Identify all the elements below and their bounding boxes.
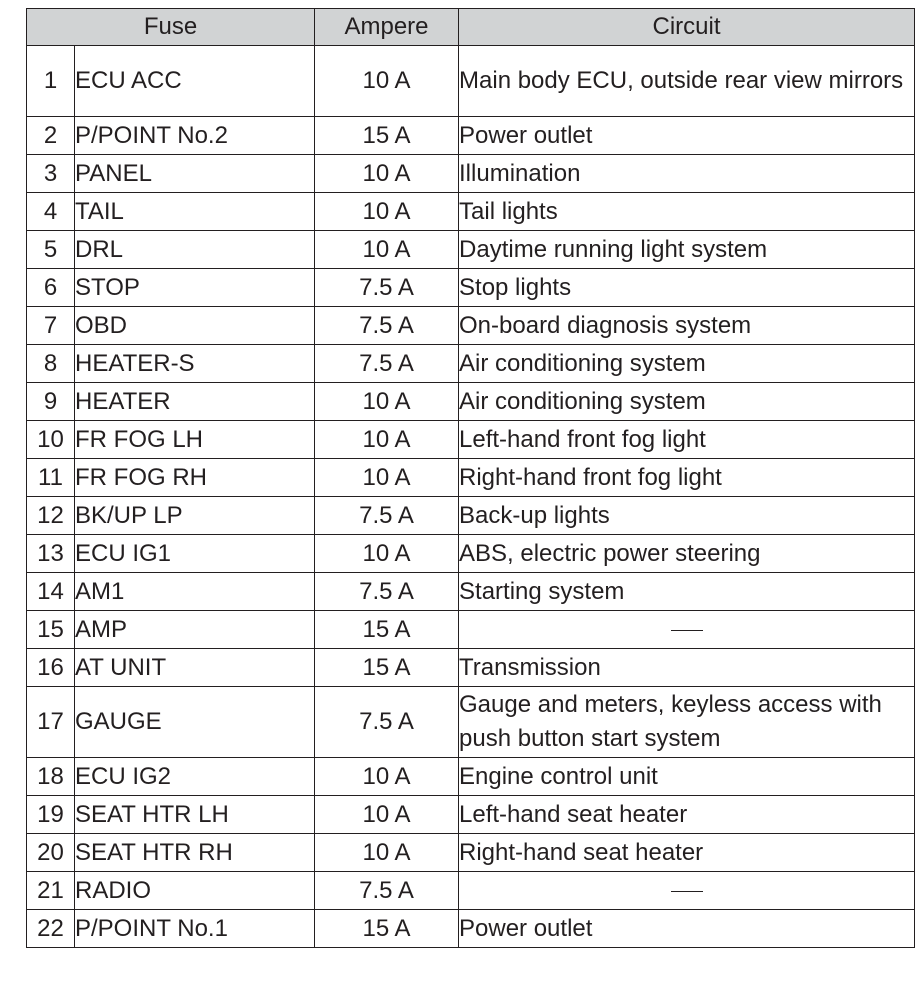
fuse-circuit: On-board diagnosis system <box>459 307 915 345</box>
table-row <box>27 193 915 231</box>
fuse-ampere: 10 A <box>315 383 459 421</box>
fuse-name: SEAT HTR LH <box>75 796 315 834</box>
fuse-circuit: Left-hand front fog light <box>459 421 915 459</box>
fuse-ampere: 7.5 A <box>315 345 459 383</box>
header-circuit: Circuit <box>459 9 915 46</box>
fuse-circuit: ABS, electric power steering <box>459 535 915 573</box>
fuse-circuit: Illumination <box>459 155 915 193</box>
fuse-circuit: Power outlet <box>459 910 915 948</box>
table-header-row <box>27 9 915 46</box>
fuse-ampere: 7.5 A <box>315 573 459 611</box>
fuse-ampere: 7.5 A <box>315 687 459 758</box>
table-row <box>27 649 915 687</box>
fuse-ampere: 15 A <box>315 611 459 649</box>
fuse-number: 2 <box>27 117 75 155</box>
fuse-number: 8 <box>27 345 75 383</box>
fuse-name: TAIL <box>75 193 315 231</box>
fuse-ampere: 7.5 A <box>315 497 459 535</box>
fuse-circuit: Right-hand seat heater <box>459 834 915 872</box>
fuse-name: STOP <box>75 269 315 307</box>
fuse-ampere: 10 A <box>315 796 459 834</box>
table-row <box>27 611 915 649</box>
fuse-number: 4 <box>27 193 75 231</box>
fuse-name: HEATER <box>75 383 315 421</box>
table-row <box>27 46 915 117</box>
table-row <box>27 497 915 535</box>
fuse-circuit: Gauge and meters, keyless access with push button start system <box>459 687 915 758</box>
table-row <box>27 910 915 948</box>
fuse-circuit: Air conditioning system <box>459 383 915 421</box>
table-row <box>27 834 915 872</box>
fuse-circuit <box>459 872 915 910</box>
table-row <box>27 345 915 383</box>
fuse-number: 13 <box>27 535 75 573</box>
fuse-number: 1 <box>27 46 75 117</box>
fuse-number: 17 <box>27 687 75 758</box>
fuse-name: RADIO <box>75 872 315 910</box>
header-fuse: Fuse <box>27 9 315 46</box>
fuse-number: 11 <box>27 459 75 497</box>
fuse-name: FR FOG RH <box>75 459 315 497</box>
fuse-name: HEATER-S <box>75 345 315 383</box>
fuse-circuit: Stop lights <box>459 269 915 307</box>
fuse-ampere: 10 A <box>315 421 459 459</box>
fuse-number: 5 <box>27 231 75 269</box>
fuse-ampere: 7.5 A <box>315 269 459 307</box>
fuse-number: 9 <box>27 383 75 421</box>
fuse-ampere: 7.5 A <box>315 872 459 910</box>
fuse-circuit: Daytime running light system <box>459 231 915 269</box>
fuse-name: DRL <box>75 231 315 269</box>
fuse-name: OBD <box>75 307 315 345</box>
fuse-circuit: Main body ECU, outside rear view mirrors <box>459 46 915 117</box>
fuse-name: PANEL <box>75 155 315 193</box>
table-row <box>27 269 915 307</box>
table-row <box>27 573 915 611</box>
fuse-number: 7 <box>27 307 75 345</box>
table-row <box>27 459 915 497</box>
table-row <box>27 796 915 834</box>
fuse-name: AT UNIT <box>75 649 315 687</box>
fuse-circuit: Tail lights <box>459 193 915 231</box>
fuse-number: 10 <box>27 421 75 459</box>
fuse-circuit: Engine control unit <box>459 758 915 796</box>
fuse-number: 16 <box>27 649 75 687</box>
table-row <box>27 155 915 193</box>
header-ampere: Ampere <box>315 9 459 46</box>
fuse-ampere: 15 A <box>315 649 459 687</box>
fuse-table <box>26 8 915 948</box>
fuse-circuit: Right-hand front fog light <box>459 459 915 497</box>
fuse-circuit: Power outlet <box>459 117 915 155</box>
fuse-ampere: 15 A <box>315 910 459 948</box>
fuse-number: 15 <box>27 611 75 649</box>
fuse-ampere: 10 A <box>315 231 459 269</box>
table-row <box>27 383 915 421</box>
table-body <box>27 46 915 948</box>
fuse-name: ECU IG2 <box>75 758 315 796</box>
fuse-number: 18 <box>27 758 75 796</box>
fuse-ampere: 15 A <box>315 117 459 155</box>
fuse-name: GAUGE <box>75 687 315 758</box>
dash-mark <box>671 630 703 631</box>
fuse-name: ECU ACC <box>75 46 315 117</box>
fuse-name: P/POINT No.1 <box>75 910 315 948</box>
fuse-circuit: Starting system <box>459 573 915 611</box>
fuse-circuit: Air conditioning system <box>459 345 915 383</box>
fuse-ampere: 10 A <box>315 46 459 117</box>
table-row <box>27 421 915 459</box>
fuse-ampere: 10 A <box>315 758 459 796</box>
fuse-name: AMP <box>75 611 315 649</box>
table-row <box>27 535 915 573</box>
fuse-ampere: 10 A <box>315 155 459 193</box>
table-row <box>27 307 915 345</box>
fuse-circuit: Back-up lights <box>459 497 915 535</box>
table-row <box>27 231 915 269</box>
fuse-number: 12 <box>27 497 75 535</box>
table-row <box>27 117 915 155</box>
fuse-number: 20 <box>27 834 75 872</box>
fuse-name: FR FOG LH <box>75 421 315 459</box>
fuse-name: BK/UP LP <box>75 497 315 535</box>
fuse-number: 19 <box>27 796 75 834</box>
fuse-ampere: 10 A <box>315 535 459 573</box>
fuse-name: AM1 <box>75 573 315 611</box>
fuse-name: SEAT HTR RH <box>75 834 315 872</box>
fuse-name: P/POINT No.2 <box>75 117 315 155</box>
fuse-number: 22 <box>27 910 75 948</box>
fuse-number: 14 <box>27 573 75 611</box>
fuse-circuit <box>459 611 915 649</box>
fuse-ampere: 7.5 A <box>315 307 459 345</box>
fuse-ampere: 10 A <box>315 193 459 231</box>
table-row <box>27 758 915 796</box>
fuse-name: ECU IG1 <box>75 535 315 573</box>
fuse-circuit: Transmission <box>459 649 915 687</box>
table-row <box>27 872 915 910</box>
fuse-number: 3 <box>27 155 75 193</box>
fuse-ampere: 10 A <box>315 834 459 872</box>
fuse-number: 6 <box>27 269 75 307</box>
fuse-ampere: 10 A <box>315 459 459 497</box>
dash-mark <box>671 891 703 892</box>
fuse-circuit: Left-hand seat heater <box>459 796 915 834</box>
table-row <box>27 687 915 758</box>
fuse-number: 21 <box>27 872 75 910</box>
